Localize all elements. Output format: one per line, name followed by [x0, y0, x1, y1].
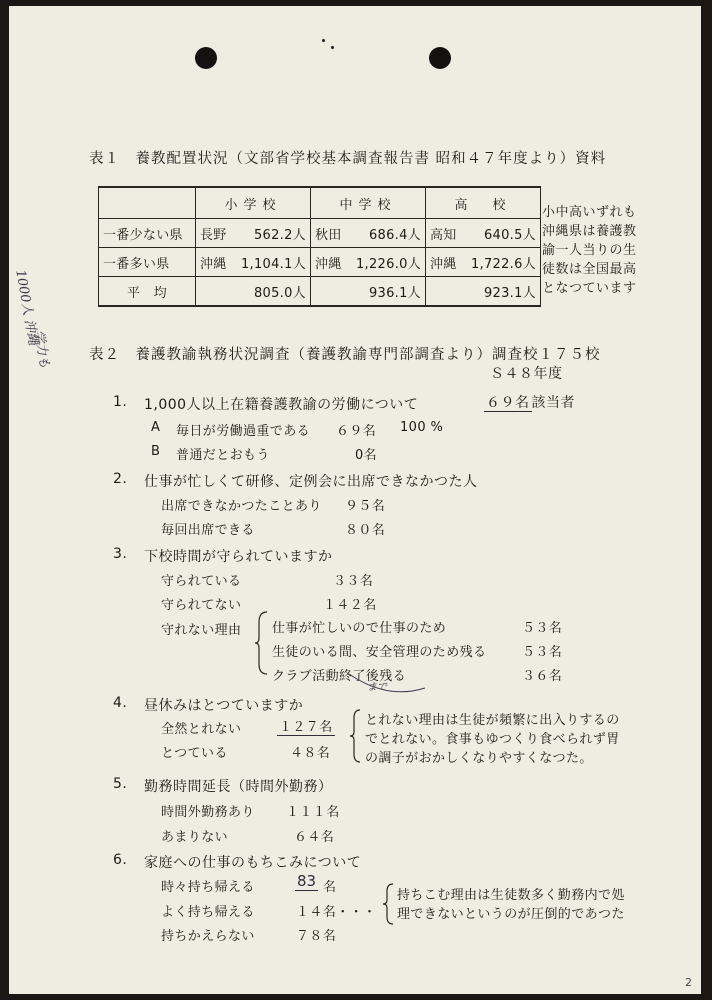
q3-r2-count: １４２名: [323, 598, 377, 613]
q1-a-count: ６９名: [336, 424, 377, 439]
q2-r2-count: ８０名: [345, 523, 386, 538]
q4-r2-count: ４８名: [290, 746, 331, 761]
q5-text: 勤務時間延長（時間外勤務）: [144, 779, 333, 795]
note-line: 諭一人当りの生: [542, 243, 637, 258]
punch-hole-left: [195, 47, 217, 69]
q1-b-label: B: [151, 444, 161, 459]
note-line: となつています: [542, 281, 637, 296]
q3-reason-text: 仕事が忙しいので仕事のため: [272, 621, 447, 636]
q1-count: [484, 392, 575, 412]
table1-value: 1,226.0人: [355, 256, 421, 272]
table2-title: 表２ 養護教諭執務状況調査（養護教諭専門部調査より）調査校１７５校: [89, 347, 601, 363]
table1-row-max: [99, 248, 541, 277]
q3-r2: 守られてない: [161, 598, 242, 613]
q6-text: 家庭への仕事のもちこみについて: [144, 855, 362, 871]
bracket-icon: [383, 882, 395, 926]
q5-number: 5.: [113, 776, 128, 792]
table1-value: 805.0人: [196, 277, 311, 307]
table1-pref: 沖縄: [200, 256, 227, 272]
q5-r1: 時間外勤務あり: [161, 805, 255, 820]
q6-r3: 持ちかえらない: [161, 929, 255, 944]
table1-pref: 秋田: [315, 227, 342, 243]
table1-value: 923.1人: [426, 277, 541, 307]
q2-r1-count: ９５名: [345, 499, 386, 514]
table1-row-min: [99, 219, 541, 248]
table1-value: 686.4人: [368, 227, 421, 243]
q1-text: 1,000人以上在籍養護教諭の労働について: [144, 397, 419, 413]
handwritten-count: [295, 872, 318, 890]
table1-row-label: 一番少ない県: [99, 219, 196, 248]
note-line: の調子がおかしくなりやすくなつた。: [365, 751, 593, 766]
q3-r1: 守られている: [161, 574, 242, 589]
q5-r2-count: ６４名: [294, 830, 335, 845]
table1-value: 936.1人: [311, 277, 426, 307]
q1-count-suffix: 該当者: [531, 395, 575, 411]
table1-pref: 沖縄: [315, 256, 342, 272]
table1-value: 1,722.6人: [470, 256, 536, 272]
table1-header-high: 高 校: [426, 187, 541, 219]
q3-reason-count: ３６名: [522, 669, 563, 684]
q4-number: 4.: [113, 695, 128, 711]
table1-header-junior: 中学校: [311, 187, 426, 219]
table1-header-row: [99, 187, 541, 219]
document-page: [9, 6, 701, 994]
q6-r1: 時々持ち帰える: [161, 880, 255, 895]
q6-r2-count: １４名・・・: [296, 905, 377, 920]
q6-note: [397, 886, 625, 924]
q3-reason-count: ５３名: [522, 621, 563, 636]
q3-reason-label: 守れない理由: [161, 623, 242, 638]
q3-r1-count: ３３名: [333, 574, 374, 589]
table1-row-label: 一番多い県: [99, 248, 196, 277]
q6-r3-count: ７８名: [296, 929, 337, 944]
note-line: とれない理由は生徒が頻繁に出入りするの: [365, 713, 620, 728]
q2-text: 仕事が忙しくて研修、定例会に出席できなかつた人: [144, 474, 478, 490]
q4-r1: 全然とれない: [161, 722, 242, 737]
q4-note: [365, 711, 620, 768]
table2-subtitle: Ｓ４８年度: [490, 366, 563, 382]
q2-number: 2.: [113, 471, 128, 487]
q6-r1-count: 名: [323, 880, 337, 895]
note-line: 持ちこむ理由は生徒数多く勤務内で処: [397, 888, 625, 903]
q1-a-label: A: [151, 420, 161, 435]
q1-b-count: 0名: [355, 448, 378, 463]
q4-r1-count-value: １２７名: [279, 720, 333, 735]
q3-reason-count: ５３名: [522, 645, 563, 660]
page-number: 2: [685, 976, 692, 989]
q6-number: 6.: [113, 852, 128, 868]
table1-title: 表１ 養教配置状況（文部省学校基本調査報告書 昭和４７年度より）資料: [89, 151, 607, 167]
q5-r2: あまりない: [161, 830, 229, 845]
q1-count-value: ６９名: [486, 395, 530, 411]
q4-r2: とつている: [161, 746, 228, 761]
handwritten-margin-note: 学力も: [30, 328, 52, 370]
q1-b-text: 普通だとおもう: [176, 448, 270, 463]
q4-text: 昼休みはとつていますか: [144, 698, 304, 714]
q4-r1-count: [277, 716, 335, 735]
bracket-icon: [255, 610, 269, 676]
note-line: でとれない。食事もゆつくり食べられず胃: [365, 732, 620, 747]
table1-pref: 沖縄: [430, 256, 457, 272]
handwritten-margin-note: 1000人 沖縄: [12, 268, 41, 347]
note-line: 理できないというのが圧倒的であつた: [397, 907, 625, 922]
table1-value: 1,104.1人: [240, 256, 306, 272]
q3-number: 3.: [113, 546, 128, 562]
q1-a-text: 毎日が労働過重である: [176, 424, 311, 439]
q5-r1-count: １１１名: [286, 805, 340, 820]
bracket-icon: [350, 708, 362, 764]
table1-header-empty: [99, 187, 196, 219]
table1-note: [542, 203, 637, 298]
table1-row-label: 平 均: [99, 277, 196, 307]
table1-pref: 長野: [200, 227, 227, 243]
table1-header-elementary: 小学校: [196, 187, 311, 219]
handwritten-correction: まで: [367, 682, 387, 693]
q3-reason-text: 生徒のいる間、安全管理のため残る: [272, 645, 487, 660]
table1-row-avg: [99, 277, 541, 307]
punch-hole-right: [429, 47, 451, 69]
table1-pref: 高知: [430, 227, 457, 243]
q6-r2: よく持ち帰える: [161, 905, 255, 920]
note-line: 徒数は全国最高: [542, 262, 637, 277]
handwritten-arc: [347, 670, 427, 698]
q3-text: 下校時間が守られていますか: [144, 549, 333, 565]
mark-dot: [331, 46, 334, 49]
table1-value: 640.5人: [483, 227, 536, 243]
mark-dot: [322, 39, 325, 42]
q1-number: 1.: [113, 394, 128, 410]
q2-r2: 毎回出席できる: [161, 523, 255, 538]
table1-value: 562.2人: [253, 227, 306, 243]
q2-r1: 出席できなかつたことあり: [161, 499, 322, 514]
note-line: 沖縄県は養護教: [542, 224, 637, 239]
q6-r1-handwritten: 83: [297, 872, 317, 890]
table1: [98, 186, 541, 307]
note-line: 小中高いずれも: [542, 205, 637, 220]
q1-a-pct: 100 %: [400, 420, 444, 435]
q3-reason-text: クラブ活動終了後残る: [272, 669, 407, 684]
